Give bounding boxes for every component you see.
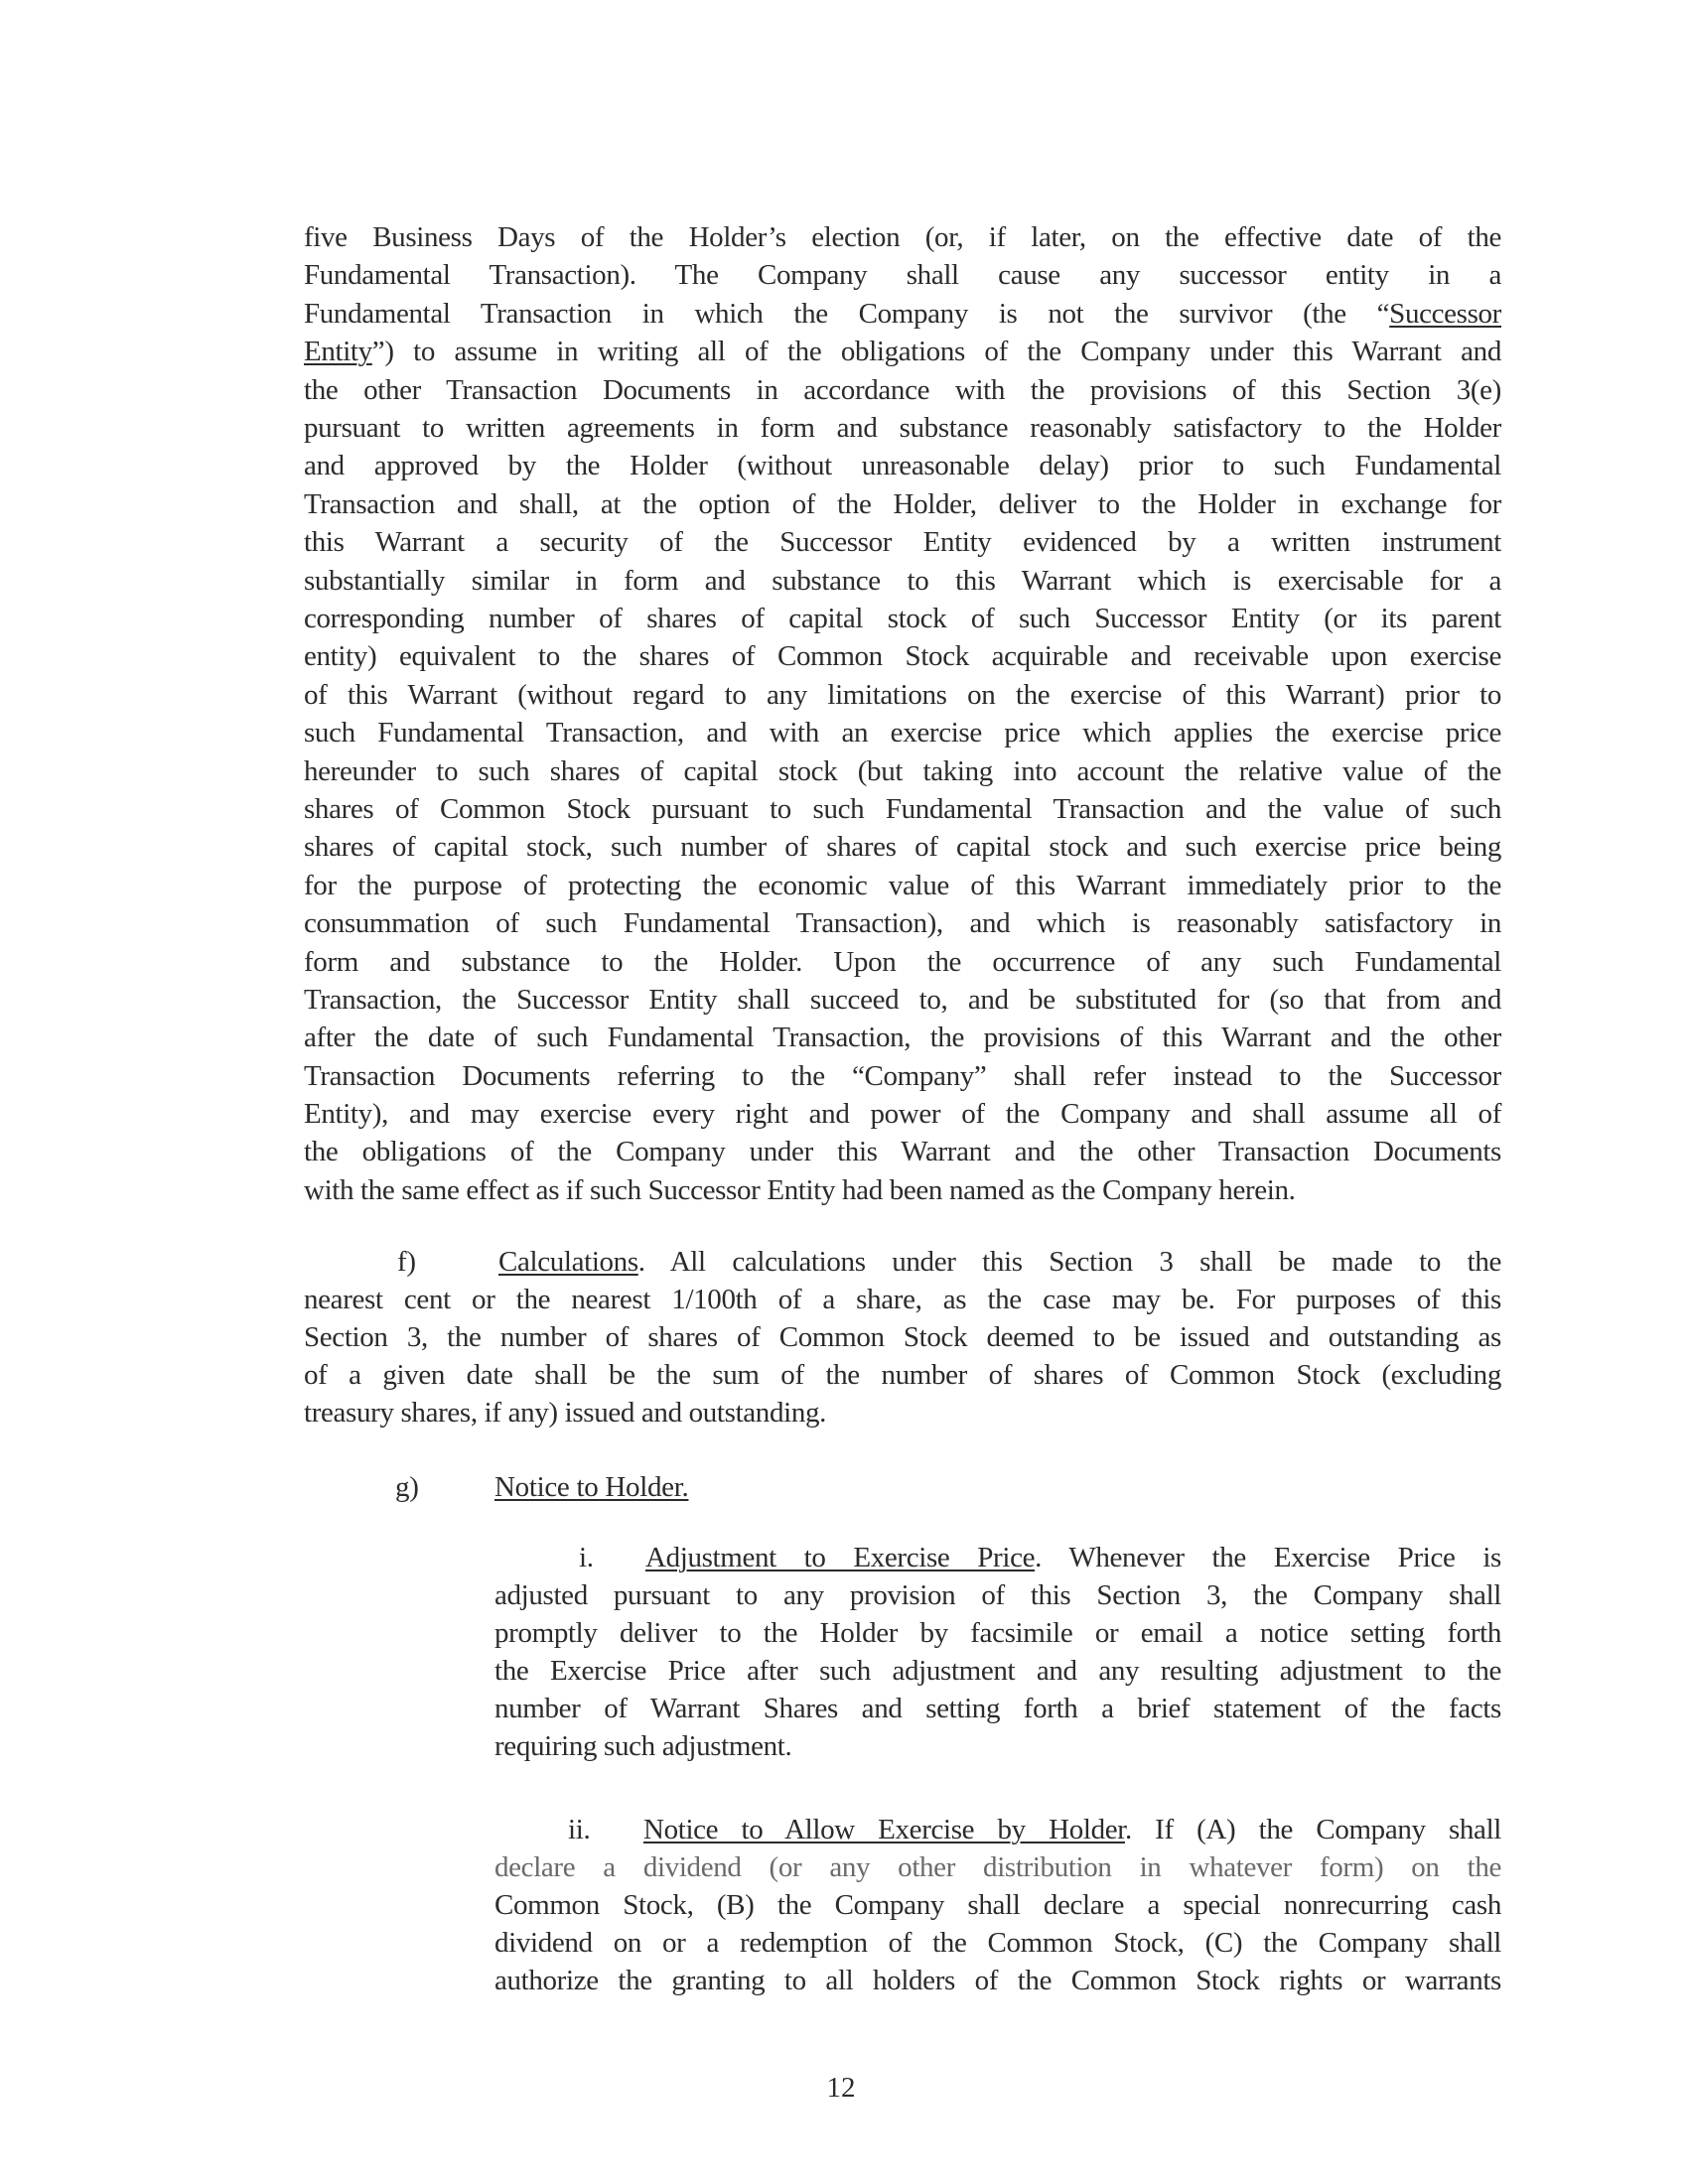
subsection-marker: i.	[579, 1542, 594, 1573]
text-line: promptly deliver to the Holder by facsimile or email a notice setting forth	[494, 1617, 1501, 1649]
section-heading-text: Notice to Holder	[494, 1471, 682, 1503]
text-line: substantially similar in form and substance to this Warrant which is exercisable for a	[304, 565, 1501, 597]
text-line: such Fundamental Transaction, and with an exercise price which applies the exercise price	[304, 717, 1501, 749]
section-marker: f)	[397, 1246, 416, 1278]
text-line: adjusted pursuant to any provision of this Section 3, the Company shall	[494, 1579, 1501, 1611]
text-line: of a given date shall be the sum of the number of shares of Common Stock (excluding	[304, 1359, 1501, 1391]
text-fragment: . All calculations under this Section 3 shall be made to the	[637, 1246, 1501, 1278]
section-marker: g)	[395, 1471, 419, 1503]
heading-suffix: .	[681, 1471, 689, 1503]
text-line: after the date of such Fundamental Transaction, the provisions of this Warrant and the other	[304, 1022, 1501, 1053]
text-line	[643, 1811, 1501, 1848]
defined-term-successor: Successor	[1389, 298, 1501, 330]
text-line: shares of capital stock, such number of shares of capital stock and such exercise price being	[304, 831, 1501, 863]
text-line: dividend on or a redemption of the Common Stock, (C) the Company shall	[494, 1927, 1501, 1959]
text-line: requiring such adjustment.	[494, 1730, 792, 1762]
text-line: nearest cent or the nearest 1/100th of a share, as the case may be. For purposes of this	[304, 1284, 1501, 1315]
text-line: treasury shares, if any) issued and outstanding.	[304, 1397, 827, 1429]
text-line: Fundamental Transaction). The Company shall cause any successor entity in a	[304, 259, 1501, 291]
text-line: number of Warrant Shares and setting forth a brief statement of the facts	[494, 1693, 1501, 1724]
text-line: Section 3, the number of shares of Common Stock deemed to be issued and outstanding as	[304, 1321, 1501, 1353]
text-line: Transaction, the Successor Entity shall succeed to, and be substituted for (so that from and	[304, 984, 1501, 1016]
text-line	[645, 1539, 1501, 1576]
defined-term-entity: Entity	[304, 336, 372, 367]
text-line: Transaction Documents referring to the “Company” shall refer instead to the Successor	[304, 1060, 1501, 1092]
text-line: Transaction and shall, at the option of the Holder, deliver to the Holder in exchange for	[304, 488, 1501, 520]
text-line: shares of Common Stock pursuant to such Fundamental Transaction and the value of such	[304, 793, 1501, 825]
text-line: Common Stock, (B) the Company shall declare a special nonrecurring cash	[494, 1889, 1501, 1921]
section-heading-wrap	[494, 1468, 688, 1506]
text-line: entity) equivalent to the shares of Common Stock acquirable and receivable upon exercise	[304, 640, 1501, 672]
text-line: and approved by the Holder (without unreasonable delay) prior to such Fundamental	[304, 450, 1501, 481]
text-line: the obligations of the Company under this Warrant and the other Transaction Documents	[304, 1136, 1501, 1167]
text-fragment: ”) to assume in writing all of the obligations of the Company under this Warrant and	[371, 336, 1501, 367]
text-line	[304, 333, 1501, 370]
text-line: five Business Days of the Holder’s election (or, if later, on the effective date of the	[304, 221, 1501, 253]
page-number: 12	[826, 2072, 856, 2104]
subsection-heading: Adjustment to Exercise Price	[645, 1542, 1036, 1573]
text-fragment: . If (A) the Company shall	[1124, 1814, 1501, 1845]
text-fragment: . Whenever the Exercise Price is	[1035, 1542, 1501, 1573]
text-line: Entity), and may exercise every right and power of the Company and shall assume all of	[304, 1098, 1501, 1130]
text-line	[304, 295, 1501, 333]
text-fragment: Fundamental Transaction in which the Company is not the survivor (the “	[304, 298, 1390, 330]
section-heading: Calculations	[498, 1246, 638, 1278]
text-line: for the purpose of protecting the economic value of this Warrant immediately prior to the	[304, 870, 1501, 901]
subsection-heading: Notice to Allow Exercise by Holder	[643, 1814, 1125, 1845]
text-line: form and substance to the Holder. Upon the occurrence of any such Fundamental	[304, 946, 1501, 978]
text-line: the other Transaction Documents in accordance with the provisions of this Section 3(e)	[304, 374, 1501, 406]
text-line: with the same effect as if such Successor Entity had been named as the Company herein.	[304, 1174, 1296, 1206]
text-line: of this Warrant (without regard to any limitations on the exercise of this Warrant) prior to	[304, 679, 1501, 711]
text-line: this Warrant a security of the Successor Entity evidenced by a written instrument	[304, 526, 1501, 558]
section-heading	[494, 1471, 688, 1503]
text-line: authorize the granting to all holders of the Common Stock rights or warrants	[494, 1965, 1501, 1996]
text-line: the Exercise Price after such adjustment and any resulting adjustment to the	[494, 1655, 1501, 1687]
text-line: hereunder to such shares of capital stock (but taking into account the relative value of the	[304, 755, 1501, 787]
text-line: consummation of such Fundamental Transaction), and which is reasonably satisfactory in	[304, 907, 1501, 939]
text-line: declare a dividend (or any other distribution in whatever form) on the	[494, 1851, 1501, 1883]
text-line	[498, 1243, 1501, 1281]
text-line: corresponding number of shares of capital stock of such Successor Entity (or its parent	[304, 603, 1501, 634]
subsection-marker: ii.	[568, 1814, 591, 1845]
text-line: pursuant to written agreements in form and substance reasonably satisfactory to the Holder	[304, 412, 1501, 444]
